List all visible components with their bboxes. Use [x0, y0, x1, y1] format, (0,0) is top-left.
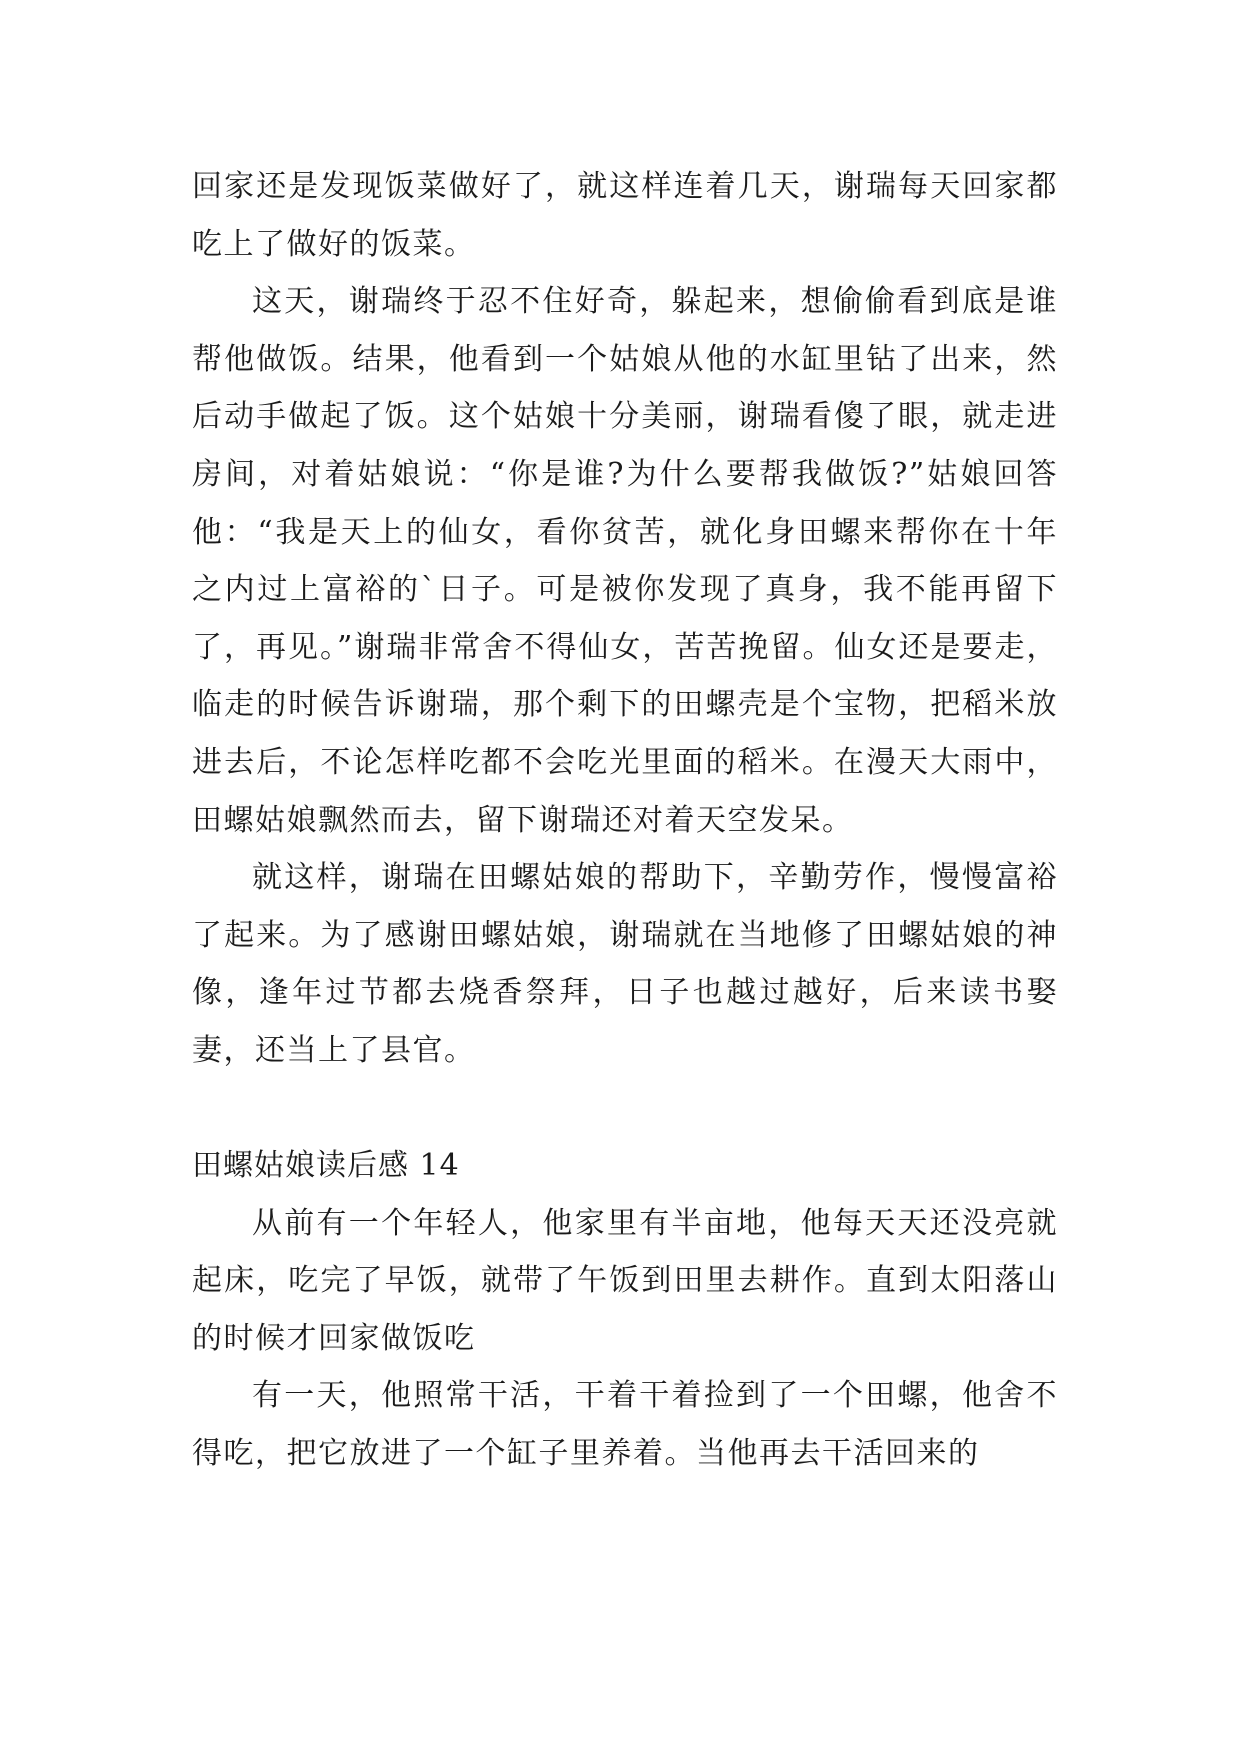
paragraph-continued: 回家还是发现饭菜做好了，就这样连着几天，谢瑞每天回家都吃上了做好的饭菜。	[192, 169, 1058, 262]
paragraph-xie-rui-prospers: 就这样，谢瑞在田螺姑娘的帮助下，辛勤劳作，慢慢富裕了起来。为了感谢田螺姑娘，谢瑞就在当地修了田螺姑娘的神像，逢年过节都去烧香祭拜，日子也越过越好，后来读书娶妻，还当上了县官。	[192, 860, 1058, 1068]
section-gap	[192, 1080, 1058, 1138]
paragraph-fairy-revealed: 这天，谢瑞终于忍不住好奇，躲起来，想偷偷看到底是谁帮他做饭。结果，他看到一个姑娘从他的水缸里钻了出来，然后动手做起了饭。这个姑娘十分美丽，谢瑞看傻了眼，就走进房间，对着姑娘说：“你是谁?为什么要帮我做饭?”姑娘回答他：“我是天上的仙女，看你贫苦，就化身田螺来帮你在十年之内过上富裕的`日子。可是被你发现了真身，我不能再留下了，再见。”谢瑞非常舍不得仙女，苦苦挽留。仙女还是要走，临走的时候告诉谢瑞，那个剩下的田螺壳是个宝物，把稻米放进去后，不论怎样吃都不会吃光里面的稻米。在漫天大雨中，田螺姑娘飘然而去，留下谢瑞还对着天空发呆。	[192, 284, 1058, 838]
section-heading: 田螺姑娘读后感 14	[192, 1148, 460, 1184]
document-page	[192, 158, 1058, 1483]
paragraph-found-snail: 有一天，他照常干活，干着干着捡到了一个田螺，他舍不得吃，把它放进了一个缸子里养着。当他再去干活回来的	[192, 1378, 1058, 1472]
paragraph-young-farmer: 从前有一个年轻人，他家里有半亩地，他每天天还没亮就起床，吃完了早饭，就带了午饭到田里去耕作。直到太阳落山的时候才回家做饭吃	[192, 1205, 1058, 1356]
